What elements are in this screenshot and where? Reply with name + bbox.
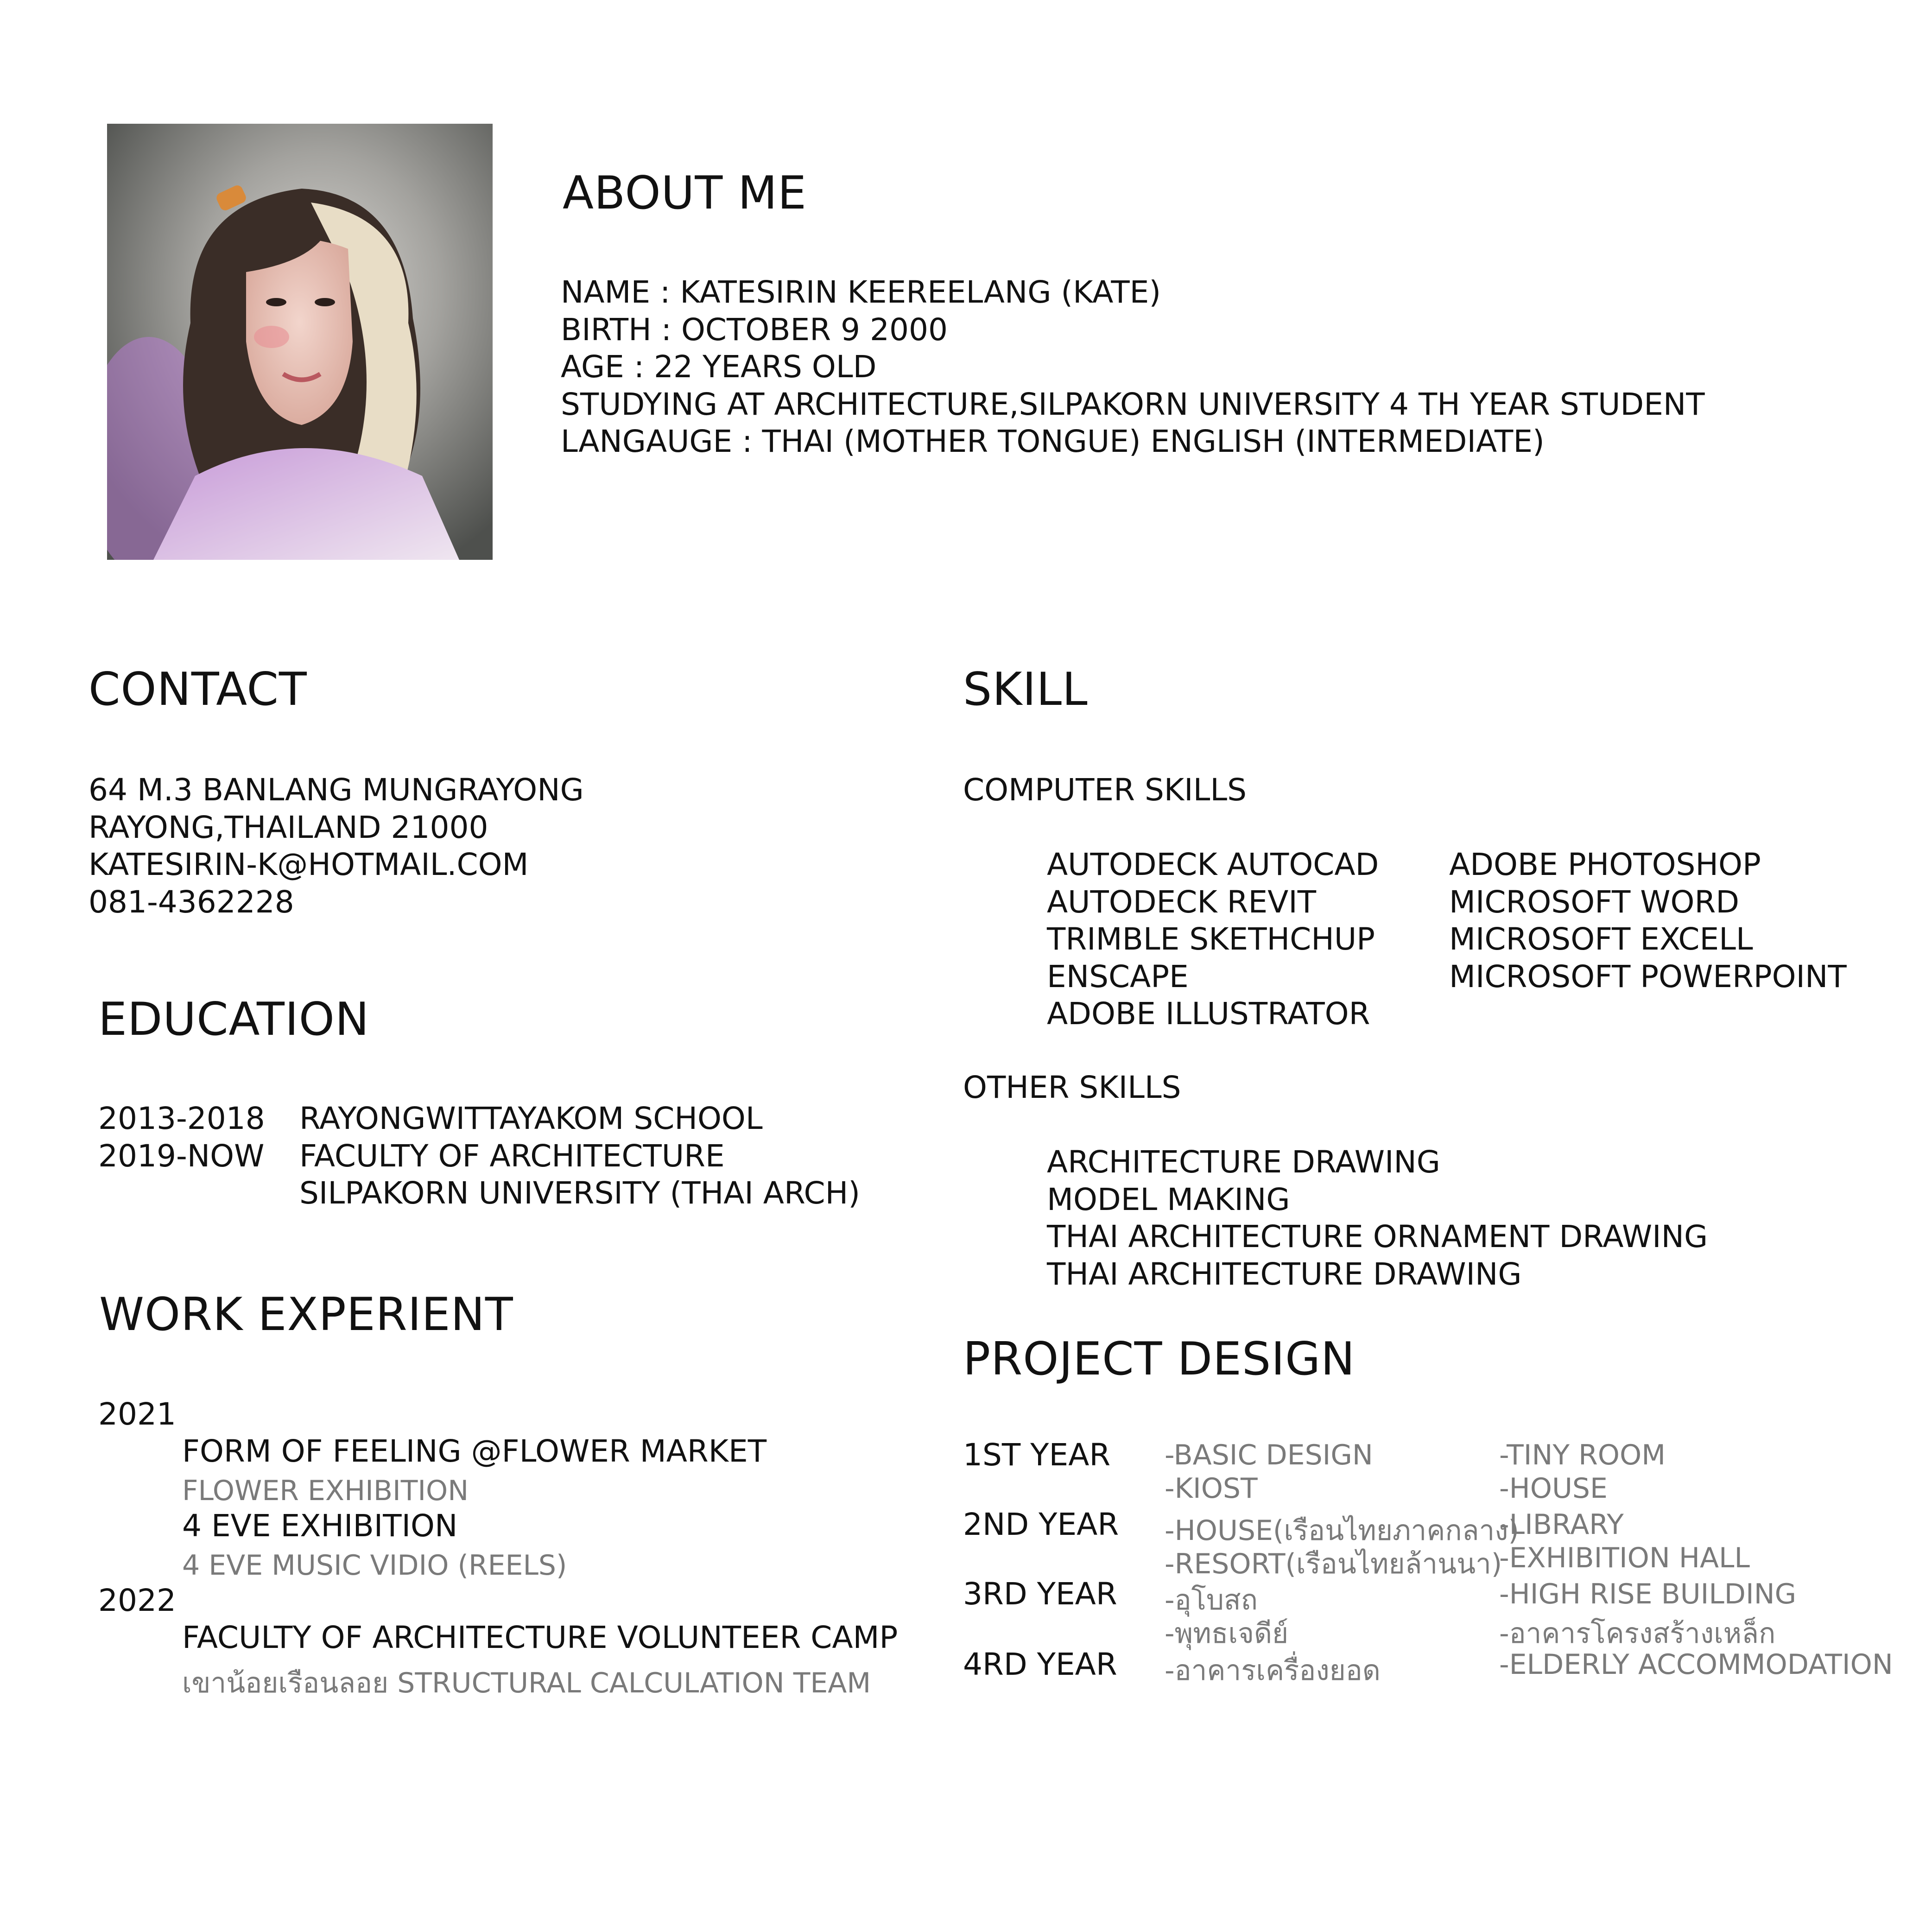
about-details: [561, 274, 1705, 461]
education-list: [98, 1100, 886, 1216]
project-item: -อาคารเครื่องยอด: [1165, 1654, 1381, 1687]
project-item: -HOUSE(เรือนไทยภาคกลาง): [1165, 1514, 1519, 1547]
project-year: 2ND YEAR: [963, 1507, 1119, 1542]
skill-item: ENSCAPE: [1047, 958, 1189, 995]
skill-title: SKILL: [963, 663, 1088, 716]
contact-phone: 081-4362228: [89, 884, 294, 920]
project-table: [963, 1437, 1913, 1696]
other-skills-label: OTHER SKILLS: [963, 1070, 1181, 1105]
skill-item: MODEL MAKING: [1047, 1181, 1290, 1217]
skill-item: TRIMBLE SKETHCHUP: [1047, 921, 1375, 957]
work-title: WORK EXPERIENT: [99, 1288, 513, 1341]
contact-address-line2: RAYONG,THAILAND 21000: [89, 809, 488, 845]
about-title: ABOUT ME: [563, 167, 807, 220]
project-item: -อุโบสถ: [1165, 1584, 1258, 1616]
skill-item: MICROSOFT POWERPOINT: [1449, 958, 1847, 995]
project-item: -EXHIBITION HALL: [1499, 1542, 1750, 1574]
about-studying: STUDYING AT ARCHITECTURE,SILPAKORN UNIVERSITY 4 TH YEAR STUDENT: [561, 386, 1705, 422]
education-title: EDUCATION: [98, 993, 370, 1046]
project-item: -HOUSE: [1499, 1472, 1608, 1505]
project-item: -ELDERLY ACCOMMODATION: [1499, 1648, 1893, 1681]
contact-details: [89, 772, 584, 921]
skill-item: MICROSOFT WORD: [1449, 884, 1740, 920]
project-item: -RESORT(เรือนไทยล้านนา): [1165, 1548, 1502, 1580]
contact-title: CONTACT: [89, 663, 307, 716]
project-year: 3RD YEAR: [963, 1576, 1117, 1612]
education-school-line2: SILPAKORN UNIVERSITY (THAI ARCH): [299, 1175, 860, 1211]
skill-item: AUTODECK AUTOCAD: [1047, 847, 1379, 882]
work-year: 2021: [98, 1396, 176, 1432]
work-list: [98, 1396, 932, 1702]
skill-item: ARCHITECTURE DRAWING: [1047, 1144, 1440, 1180]
skill-item: THAI ARCHITECTURE DRAWING: [1047, 1256, 1522, 1292]
work-item-sub: FLOWER EXHIBITION: [182, 1475, 469, 1507]
computer-skills-col1: [1047, 846, 1379, 1033]
skill-item: ADOBE PHOTOSHOP: [1449, 847, 1761, 882]
work-year: 2022: [98, 1583, 176, 1618]
skill-item: AUTODECK REVIT: [1047, 884, 1317, 920]
project-item: -HIGH RISE BUILDING: [1499, 1578, 1797, 1610]
work-item-title: FACULTY OF ARCHITECTURE VOLUNTEER CAMP: [182, 1620, 898, 1655]
about-age: AGE : 22 YEARS OLD: [561, 349, 877, 385]
profile-photo: [107, 124, 493, 560]
skill-item: MICROSOFT EXCELL: [1449, 921, 1753, 957]
portrait-image: [107, 124, 493, 560]
education-year: 2019-NOW: [98, 1138, 265, 1174]
education-school: RAYONGWITTAYAKOM SCHOOL: [299, 1101, 763, 1136]
project-item: -พุทธเจดีย์: [1165, 1617, 1289, 1650]
project-item: -อาคารโครงสร้างเหล็ก: [1499, 1617, 1776, 1650]
work-item-sub: เขาน้อยเรือนลอย STRUCTURAL CALCULATION TEAM: [182, 1667, 871, 1699]
computer-skills-label: COMPUTER SKILLS: [963, 772, 1247, 808]
skill-item: ADOBE ILLUSTRATOR: [1047, 996, 1370, 1032]
work-item-title: 4 EVE EXHIBITION: [182, 1508, 458, 1544]
about-name: NAME : KATESIRIN KEEREELANG (KATE): [561, 274, 1161, 310]
project-item: -KIOST: [1165, 1472, 1258, 1505]
education-school: FACULTY OF ARCHITECTURE: [299, 1138, 725, 1174]
work-item-title: FORM OF FEELING @FLOWER MARKET: [182, 1433, 767, 1469]
project-year: 4RD YEAR: [963, 1647, 1117, 1682]
computer-skills-col2: [1449, 846, 1847, 995]
project-item: -LIBRARY: [1499, 1508, 1624, 1541]
project-item: -BASIC DESIGN: [1165, 1439, 1373, 1471]
skill-item: THAI ARCHITECTURE ORNAMENT DRAWING: [1047, 1219, 1708, 1254]
about-language: LANGAUGE : THAI (MOTHER TONGUE) ENGLISH (INTERMEDIATE): [561, 424, 1545, 459]
education-year: 2013-2018: [98, 1101, 265, 1136]
contact-address-line1: 64 M.3 BANLANG MUNGRAYONG: [89, 772, 584, 808]
project-title: PROJECT DESIGN: [963, 1333, 1356, 1386]
project-item: -TINY ROOM: [1499, 1439, 1666, 1471]
about-birth: BIRTH : OCTOBER 9 2000: [561, 311, 948, 348]
project-year: 1ST YEAR: [963, 1437, 1111, 1473]
other-skills-list: [1047, 1144, 1708, 1293]
contact-email: KATESIRIN-K@HOTMAIL.COM: [89, 847, 529, 882]
work-item-sub: 4 EVE MUSIC VIDIO (REELS): [182, 1549, 567, 1582]
